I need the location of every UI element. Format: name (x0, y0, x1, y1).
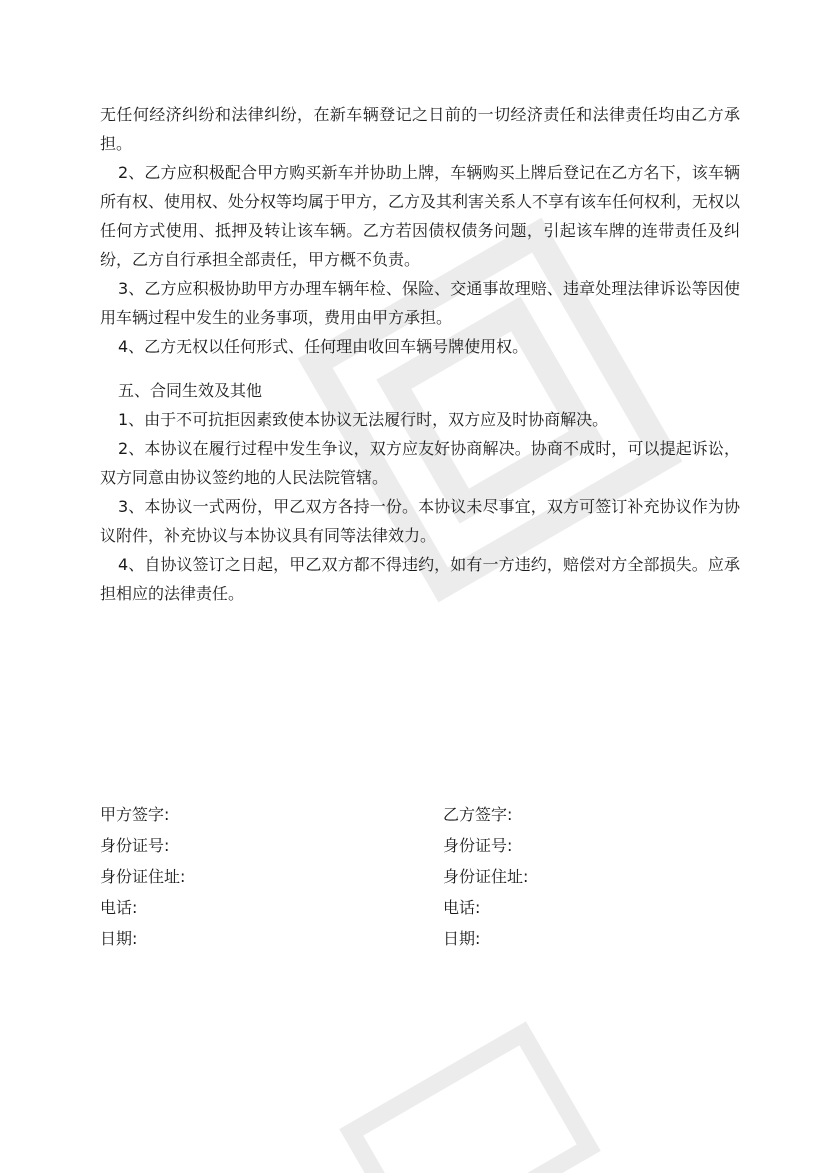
party-b-phone-label: 电话: (443, 898, 481, 917)
section-5-heading: 五、合同生效及其他 (118, 381, 263, 400)
party-a-date-label: 日期: (100, 929, 138, 948)
date-row (100, 924, 740, 955)
clause-4-item-3: 3、乙方应积极协助甲方办理车辆年检、保险、交通事故理赔、违章处理法律诉讼等因使用车辆过程中发生的业务事项，费用由甲方承担。 (100, 279, 740, 327)
clause-5-item-2: 2、本协议在履行过程中发生争议，双方应友好协商解决。协商不成时，可以提起诉讼，双方同意由协议签约地的人民法院管辖。 (100, 439, 740, 487)
clause-5-item-1: 1、由于不可抗拒因素致使本协议无法履行时，双方应及时协商解决。 (118, 410, 609, 429)
phone-row (100, 893, 740, 924)
clause-4-item-2: 2、乙方应积极配合甲方购买新车并协助上牌，车辆购买上牌后登记在乙方名下，该车辆所有权、使用权、处分权等均属于甲方，乙方及其利害关系人不享有该车任何权利，无权以任何方式使用、抵押及转让该车辆。乙方若因债权债务问题，引起该车牌的连带责任及纠纷，乙方自行承担全部责任，甲方概不负责。 (100, 163, 741, 269)
party-a-id-address-label: 身份证住址: (100, 867, 186, 886)
clause-4-item-4: 4、乙方无权以任何形式、任何理由收回车辆号牌使用权。 (118, 337, 529, 356)
party-b-id-address-label: 身份证住址: (443, 867, 529, 886)
party-b-date-label: 日期: (443, 929, 481, 948)
contract-body (100, 100, 740, 608)
signature-row (100, 800, 740, 831)
party-b-signature-label: 乙方签字: (443, 805, 513, 824)
party-b-id-number-label: 身份证号: (443, 836, 513, 855)
signature-block (100, 800, 740, 955)
watermark-logo-icon-bottom (335, 1016, 606, 1173)
clause-4-continuation: 无任何经济纠纷和法律纠纷，在新车辆登记之日前的一切经济责任和法律责任均由乙方承担。 (100, 105, 740, 153)
party-a-id-number-label: 身份证号: (100, 836, 170, 855)
clause-5-item-3: 3、本协议一式两份，甲乙双方各持一份。本协议未尽事宜，双方可签订补充协议作为协议附件，补充协议与本协议具有同等法律效力。 (100, 497, 740, 545)
party-a-phone-label: 电话: (100, 898, 138, 917)
clause-5-item-4: 4、自协议签订之日起，甲乙双方都不得违约，如有一方违约，赔偿对方全部损失。应承担相应的法律责任。 (100, 555, 740, 603)
id-address-row (100, 862, 740, 893)
id-number-row (100, 831, 740, 862)
party-a-signature-label: 甲方签字: (100, 805, 170, 824)
